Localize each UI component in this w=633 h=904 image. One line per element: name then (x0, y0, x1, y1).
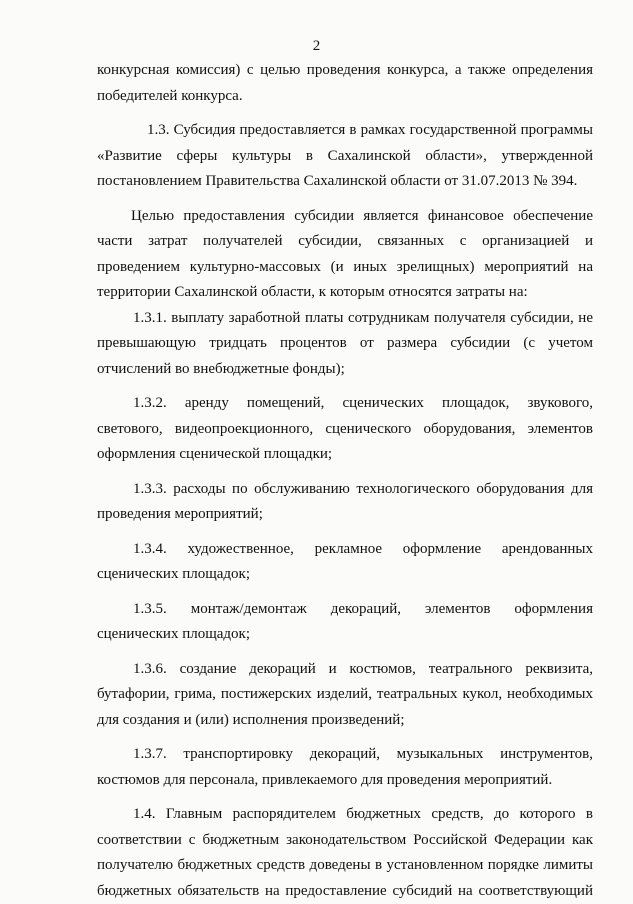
text-line: бутафории, грима, постижерских изделий, театральных кукол, необходимых (97, 686, 593, 702)
paragraph-gap (97, 793, 593, 802)
text-line: соответствии с бюджетным законодательством Российской Федерации как (97, 831, 593, 848)
text-line: превышающую тридцать процентов от размера субсидии (с учетом (97, 335, 593, 351)
text-line: 1.4. Главным распорядителем бюджетных средств, до которого в (133, 806, 593, 822)
text-line: 1.3. Субсидия предоставляется в рамках государственной программы (147, 122, 593, 138)
paragraph-gap (97, 109, 593, 118)
text-line: «Развитие сферы культуры в Сахалинской области», утвержденной (97, 147, 593, 164)
document-body (97, 58, 593, 904)
text-line: постановлением Правительства Сахалинской области от 31.07.2013 № 394. (97, 173, 578, 189)
paragraph-gap (97, 528, 593, 537)
page-number: 2 (312, 38, 321, 54)
text-line: 1.3.1. выплату заработной платы сотрудникам получателя субсидии, не (133, 309, 593, 326)
text-line: 1.3.2. аренду помещений, сценических площадок, звукового, (133, 395, 593, 411)
text-line: 1.3.7. транспортировку декораций, музыкальных инструментов, (133, 746, 593, 762)
text-line: сценических площадок; (97, 626, 251, 642)
text-line: проведения мероприятий; (97, 506, 263, 522)
text-line: части затрат получателей субсидии, связанных с организацией и (97, 233, 593, 249)
text-line: 1.3.3. расходы по обслуживанию технологического оборудования для (133, 480, 593, 497)
text-line: Целью предоставления субсидии является финансовое обеспечение (131, 207, 593, 224)
paragraph-gap (97, 733, 593, 742)
text-line: светового, видеопроекционного, сценического оборудования, элементов (97, 420, 593, 437)
text-line: сценических площадок; (97, 566, 251, 582)
text-line: проведением культурно-массовых (и иных зрелищных) мероприятий на (97, 258, 593, 275)
text-line: костюмов для персонала, привлекаемого для проведения мероприятий. (97, 771, 553, 788)
text-line: для создания и (или) исполнения произведений; (97, 711, 405, 728)
text-line: оформления сценической площадки; (97, 446, 333, 462)
paragraph-gap (97, 648, 593, 657)
text-line: победителей конкурса. (97, 87, 243, 104)
paragraph-gap (97, 195, 593, 204)
text-line: территории Сахалинской области, к которым относятся затраты на: (97, 284, 528, 300)
paragraph-gap (97, 382, 593, 391)
paragraph-gap (97, 468, 593, 477)
paragraph-gap (97, 588, 593, 597)
text-line: 1.3.4. художественное, рекламное оформление арендованных (133, 540, 593, 557)
text-line: 1.3.6. создание декораций и костюмов, театрального реквизита, (133, 660, 593, 677)
text-line: конкурсная комиссия) с целью проведения конкурса, а также определения (97, 62, 593, 78)
text-line: отчислений во внебюджетные фонды); (97, 360, 345, 377)
text-line: получателю бюджетных средств доведены в установленном порядке лимиты (97, 857, 593, 873)
text-line: 1.3.5. монтаж/демонтаж декораций, элементов оформления (133, 600, 593, 617)
text-line: бюджетных обязательств на предоставление субсидий на соответствующий (97, 882, 593, 899)
